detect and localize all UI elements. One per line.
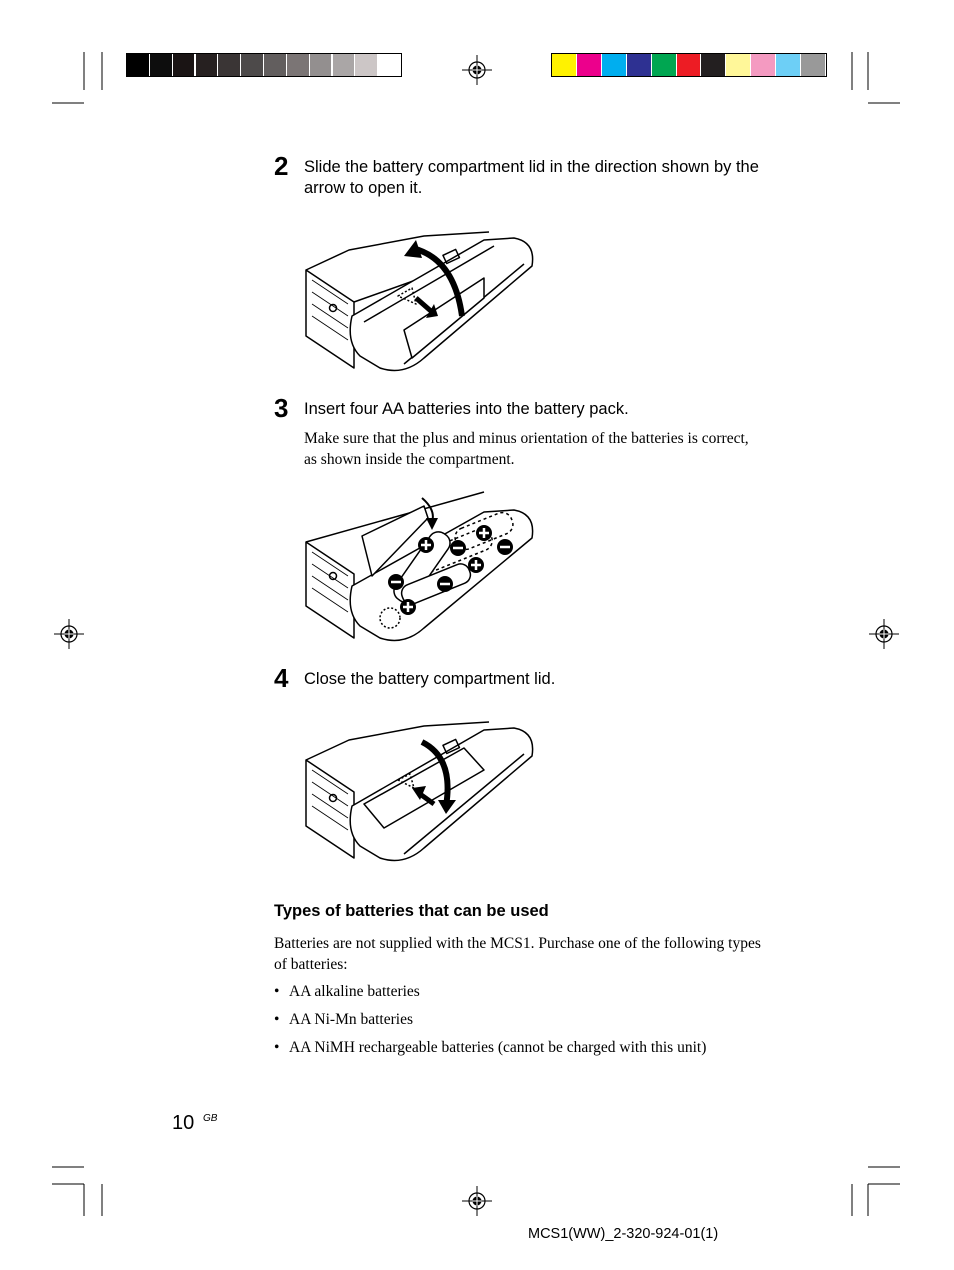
color-swatch [355,54,377,76]
gray-scale-bar [126,53,402,77]
battery-insert-illustration [304,488,538,648]
color-bar [551,53,827,77]
battery-types-list [274,978,794,1062]
step-number: 2 [274,151,289,181]
list-item: • AA NiMH rechargeable batteries (cannot be charged with this unit) [274,1034,794,1062]
list-item: • AA alkaline batteries [274,978,794,1006]
color-swatch [150,54,172,76]
color-swatch [241,54,263,76]
document-code: MCS1(WW)_2-320-924-01(1) [528,1226,719,1242]
color-swatch [127,54,149,76]
color-swatch [552,54,576,76]
color-swatch [602,54,626,76]
color-swatch [333,54,355,76]
battery-lid-open-illustration [304,218,538,378]
registration-target-icon [462,55,492,85]
color-swatch [627,54,651,76]
color-swatch [726,54,750,76]
color-swatch [701,54,725,76]
color-swatch [287,54,309,76]
step-number: 3 [274,393,289,423]
step-note: Make sure that the plus and minus orientation of the batteries is correct, as shown inside the compartment. [304,430,749,468]
section-title: Types of batteries that can be used [274,902,549,920]
battery-lid-close-illustration [304,708,538,868]
color-swatch [196,54,218,76]
registration-target-icon [462,1186,492,1216]
color-swatch [378,54,400,76]
color-swatch [218,54,240,76]
step-heading: Slide the battery compartment lid in the direction shown by the arrow to open it. [304,158,759,197]
color-swatch [264,54,286,76]
color-swatch [652,54,676,76]
color-swatch [801,54,825,76]
registration-target-icon [54,619,84,649]
page-number: 10 [172,1112,195,1134]
color-swatch [677,54,701,76]
color-swatch [577,54,601,76]
color-swatch [310,54,332,76]
color-swatch [776,54,800,76]
registration-target-icon [869,619,899,649]
step-heading: Close the battery compartment lid. [304,670,556,688]
color-swatch [751,54,775,76]
section-intro: Batteries are not supplied with the MCS1. Purchase one of the following types of batteries: [274,935,761,973]
list-item: • AA Ni-Mn batteries [274,1006,794,1034]
color-swatch [173,54,195,76]
step-heading: Insert four AA batteries into the battery pack. [304,400,629,418]
page-suffix: GB [203,1113,218,1124]
step-number: 4 [274,663,289,693]
